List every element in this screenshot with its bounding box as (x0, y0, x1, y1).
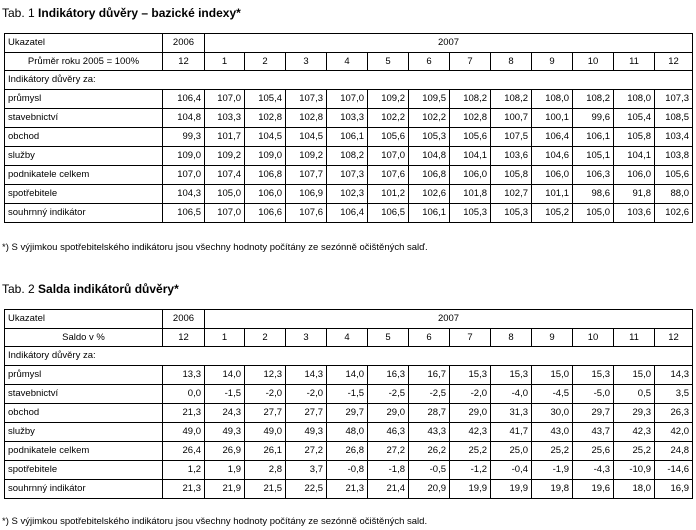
month-cell: 1 (205, 53, 245, 71)
value-cell: 102,2 (409, 109, 450, 128)
value-cell: 104,6 (532, 147, 573, 166)
month-cell: 5 (368, 329, 409, 347)
value-cell: 3,7 (286, 461, 327, 480)
value-cell: 49,0 (163, 423, 205, 442)
value-cell: 102,6 (655, 204, 693, 223)
value-cell: 42,0 (655, 423, 693, 442)
value-cell: 25,2 (614, 442, 655, 461)
value-cell: 106,0 (245, 185, 286, 204)
value-cell: 104,8 (409, 147, 450, 166)
value-cell: 26,8 (327, 442, 368, 461)
table1 (4, 33, 693, 223)
value-cell: 104,1 (614, 147, 655, 166)
table-row (5, 90, 693, 109)
value-cell: 105,8 (491, 166, 532, 185)
value-cell: 105,1 (573, 147, 614, 166)
value-cell: 14,3 (655, 366, 693, 385)
value-cell: 103,3 (205, 109, 245, 128)
header-label-cell: Ukazatel (5, 34, 163, 53)
value-cell: 3,5 (655, 385, 693, 404)
value-cell: 104,1 (450, 147, 491, 166)
value-cell: 27,7 (286, 404, 327, 423)
value-cell: 106,5 (163, 204, 205, 223)
row-label-cell: stavebnictví (5, 109, 163, 128)
section-label-cell: Indikátory důvěry za: (5, 71, 693, 90)
value-cell: 107,0 (163, 166, 205, 185)
month-cell: 8 (491, 329, 532, 347)
value-cell: 106,6 (245, 204, 286, 223)
header-row-months (5, 329, 693, 347)
value-cell: 106,1 (409, 204, 450, 223)
value-cell: 29,7 (573, 404, 614, 423)
section-row (5, 71, 693, 90)
value-cell: 108,2 (573, 90, 614, 109)
value-cell: 19,9 (491, 480, 532, 499)
month-cell: 12 (163, 53, 205, 71)
value-cell: 105,3 (450, 204, 491, 223)
value-cell: 107,6 (368, 166, 409, 185)
value-cell: 20,9 (409, 480, 450, 499)
value-cell: 101,7 (205, 128, 245, 147)
value-cell: 109,2 (368, 90, 409, 109)
table2 (4, 309, 693, 499)
value-cell: -14,6 (655, 461, 693, 480)
value-cell: -0,4 (491, 461, 532, 480)
value-cell: 103,3 (327, 109, 368, 128)
value-cell: 16,7 (409, 366, 450, 385)
value-cell: 106,0 (450, 166, 491, 185)
value-cell: 46,3 (368, 423, 409, 442)
value-cell: 105,0 (205, 185, 245, 204)
value-cell: 19,9 (450, 480, 491, 499)
month-cell: 7 (450, 329, 491, 347)
value-cell: 102,8 (245, 109, 286, 128)
month-cell: 6 (409, 329, 450, 347)
value-cell: -1,9 (532, 461, 573, 480)
value-cell: 49,0 (245, 423, 286, 442)
value-cell: 43,3 (409, 423, 450, 442)
value-cell: 98,6 (573, 185, 614, 204)
table2-caption (2, 282, 179, 296)
header-sub-label-cell: Průměr roku 2005 = 100% (5, 53, 163, 71)
header-sub-label-cell: Saldo v % (5, 329, 163, 347)
value-cell: 18,0 (614, 480, 655, 499)
value-cell: 102,7 (491, 185, 532, 204)
value-cell: 105,3 (409, 128, 450, 147)
value-cell: 100,1 (532, 109, 573, 128)
value-cell: 103,8 (655, 147, 693, 166)
table-row (5, 461, 693, 480)
header-row-years (5, 34, 693, 53)
row-label-cell: služby (5, 423, 163, 442)
value-cell: 27,2 (286, 442, 327, 461)
value-cell: 106,1 (327, 128, 368, 147)
table2-caption-title: Salda indikátorů důvěry* (38, 282, 179, 296)
value-cell: 19,8 (532, 480, 573, 499)
month-cell: 10 (573, 53, 614, 71)
table-row (5, 480, 693, 499)
table-row (5, 442, 693, 461)
value-cell: 0,5 (614, 385, 655, 404)
month-cell: 12 (163, 329, 205, 347)
table-row (5, 166, 693, 185)
month-cell: 8 (491, 53, 532, 71)
value-cell: 21,4 (368, 480, 409, 499)
value-cell: 108,2 (327, 147, 368, 166)
value-cell: 25,0 (491, 442, 532, 461)
value-cell: 101,1 (532, 185, 573, 204)
value-cell: 107,3 (655, 90, 693, 109)
value-cell: 103,6 (491, 147, 532, 166)
row-label-cell: spotřebitele (5, 185, 163, 204)
value-cell: 14,0 (327, 366, 368, 385)
value-cell: 2,8 (245, 461, 286, 480)
row-label-cell: průmysl (5, 366, 163, 385)
value-cell: 25,6 (573, 442, 614, 461)
value-cell: 21,9 (205, 480, 245, 499)
year-prev-cell: 2006 (163, 34, 205, 53)
row-label-cell: souhrnný indikátor (5, 204, 163, 223)
header-row-months (5, 53, 693, 71)
value-cell: 105,4 (614, 109, 655, 128)
month-cell: 7 (450, 53, 491, 71)
value-cell: 109,0 (245, 147, 286, 166)
value-cell: 106,5 (368, 204, 409, 223)
value-cell: 24,3 (205, 404, 245, 423)
value-cell: -2,5 (368, 385, 409, 404)
value-cell: 29,3 (614, 404, 655, 423)
value-cell: 26,1 (245, 442, 286, 461)
value-cell: 106,8 (245, 166, 286, 185)
row-label-cell: podnikatele celkem (5, 166, 163, 185)
value-cell: 31,3 (491, 404, 532, 423)
value-cell: -4,3 (573, 461, 614, 480)
value-cell: 109,5 (409, 90, 450, 109)
year-curr-cell: 2007 (205, 34, 693, 53)
value-cell: 108,0 (614, 90, 655, 109)
value-cell: 106,4 (532, 128, 573, 147)
value-cell: 108,5 (655, 109, 693, 128)
value-cell: -0,8 (327, 461, 368, 480)
value-cell: 103,6 (614, 204, 655, 223)
value-cell: -4,5 (532, 385, 573, 404)
month-cell: 10 (573, 329, 614, 347)
month-cell: 9 (532, 329, 573, 347)
value-cell: 25,2 (532, 442, 573, 461)
table2-body (5, 310, 693, 499)
value-cell: 107,3 (286, 90, 327, 109)
month-cell: 3 (286, 53, 327, 71)
value-cell: 0,0 (163, 385, 205, 404)
value-cell: 21,3 (163, 404, 205, 423)
value-cell: 107,5 (491, 128, 532, 147)
value-cell: 104,5 (286, 128, 327, 147)
month-cell: 4 (327, 53, 368, 71)
value-cell: 91,8 (614, 185, 655, 204)
value-cell: -1,5 (205, 385, 245, 404)
table-row (5, 385, 693, 404)
value-cell: 15,0 (532, 366, 573, 385)
table1-caption-prefix: Tab. 1 (2, 6, 39, 20)
year-curr-cell: 2007 (205, 310, 693, 329)
table-row (5, 109, 693, 128)
month-cell: 3 (286, 329, 327, 347)
value-cell: 109,2 (286, 147, 327, 166)
value-cell: -2,0 (286, 385, 327, 404)
value-cell: -2,0 (245, 385, 286, 404)
value-cell: 49,3 (286, 423, 327, 442)
value-cell: 29,7 (327, 404, 368, 423)
value-cell: 42,3 (450, 423, 491, 442)
value-cell: 105,6 (368, 128, 409, 147)
table1-body (5, 34, 693, 223)
value-cell: 42,3 (614, 423, 655, 442)
value-cell: 107,0 (205, 90, 245, 109)
value-cell: 43,7 (573, 423, 614, 442)
value-cell: 107,0 (205, 204, 245, 223)
table-row (5, 128, 693, 147)
value-cell: 15,3 (491, 366, 532, 385)
value-cell: -0,5 (409, 461, 450, 480)
value-cell: 25,2 (450, 442, 491, 461)
month-cell: 4 (327, 329, 368, 347)
value-cell: 107,4 (205, 166, 245, 185)
header-label-cell: Ukazatel (5, 310, 163, 329)
value-cell: 13,3 (163, 366, 205, 385)
value-cell: 26,4 (163, 442, 205, 461)
value-cell: -2,5 (409, 385, 450, 404)
value-cell: 107,0 (327, 90, 368, 109)
month-cell: 12 (655, 53, 693, 71)
value-cell: 100,7 (491, 109, 532, 128)
value-cell: 99,3 (163, 128, 205, 147)
month-cell: 11 (614, 329, 655, 347)
value-cell: 106,8 (409, 166, 450, 185)
value-cell: 103,4 (655, 128, 693, 147)
table2-footnote: *) S výjimkou spotřebitelského indikátoru jsou všechny hodnoty počítány ze sezónně očištěných sald. (2, 516, 428, 527)
value-cell: 49,3 (205, 423, 245, 442)
month-cell: 9 (532, 53, 573, 71)
table2-caption-prefix: Tab. 2 (2, 282, 39, 296)
year-prev-cell: 2006 (163, 310, 205, 329)
value-cell: 26,9 (205, 442, 245, 461)
value-cell: -5,0 (573, 385, 614, 404)
value-cell: 106,0 (614, 166, 655, 185)
row-label-cell: obchod (5, 404, 163, 423)
value-cell: 22,5 (286, 480, 327, 499)
value-cell: 105,4 (245, 90, 286, 109)
value-cell: 14,3 (286, 366, 327, 385)
value-cell: 41,7 (491, 423, 532, 442)
value-cell: -1,2 (450, 461, 491, 480)
value-cell: 16,3 (368, 366, 409, 385)
value-cell: 27,7 (245, 404, 286, 423)
value-cell: 109,2 (205, 147, 245, 166)
value-cell: 15,3 (450, 366, 491, 385)
table1-caption-title: Indikátory důvěry – bazické indexy* (38, 6, 241, 20)
value-cell: -1,5 (327, 385, 368, 404)
value-cell: 106,3 (573, 166, 614, 185)
row-label-cell: služby (5, 147, 163, 166)
table-row (5, 185, 693, 204)
table-row (5, 423, 693, 442)
value-cell: 19,6 (573, 480, 614, 499)
value-cell: 43,0 (532, 423, 573, 442)
month-cell: 11 (614, 53, 655, 71)
value-cell: 21,3 (327, 480, 368, 499)
value-cell: 108,0 (532, 90, 573, 109)
table1-footnote: *) S výjimkou spotřebitelského indikátoru jsou všechny hodnoty počítány ze sezónně očištěných salď. (2, 242, 428, 253)
value-cell: -2,0 (450, 385, 491, 404)
month-cell: 12 (655, 329, 693, 347)
value-cell: 107,6 (286, 204, 327, 223)
value-cell: 101,8 (450, 185, 491, 204)
value-cell: 106,4 (327, 204, 368, 223)
value-cell: 104,5 (245, 128, 286, 147)
value-cell: 106,4 (163, 90, 205, 109)
value-cell: 1,2 (163, 461, 205, 480)
value-cell: 15,3 (573, 366, 614, 385)
value-cell: 26,2 (409, 442, 450, 461)
row-label-cell: spotřebitele (5, 461, 163, 480)
value-cell: 14,0 (205, 366, 245, 385)
value-cell: 24,8 (655, 442, 693, 461)
value-cell: 88,0 (655, 185, 693, 204)
value-cell: 28,7 (409, 404, 450, 423)
value-cell: 101,2 (368, 185, 409, 204)
section-row (5, 347, 693, 366)
value-cell: 105,6 (655, 166, 693, 185)
value-cell: 105,6 (450, 128, 491, 147)
month-cell: 6 (409, 53, 450, 71)
value-cell: 107,3 (327, 166, 368, 185)
value-cell: 12,3 (245, 366, 286, 385)
value-cell: 99,6 (573, 109, 614, 128)
value-cell: -1,8 (368, 461, 409, 480)
value-cell: -10,9 (614, 461, 655, 480)
row-label-cell: souhrnný indikátor (5, 480, 163, 499)
value-cell: 29,0 (450, 404, 491, 423)
value-cell: 27,2 (368, 442, 409, 461)
row-label-cell: obchod (5, 128, 163, 147)
row-label-cell: průmysl (5, 90, 163, 109)
value-cell: 107,0 (368, 147, 409, 166)
month-cell: 2 (245, 53, 286, 71)
value-cell: 15,0 (614, 366, 655, 385)
value-cell: 102,8 (450, 109, 491, 128)
value-cell: 21,3 (163, 480, 205, 499)
value-cell: 104,8 (163, 109, 205, 128)
table-row (5, 366, 693, 385)
value-cell: 106,9 (286, 185, 327, 204)
value-cell: 108,2 (450, 90, 491, 109)
value-cell: 102,8 (286, 109, 327, 128)
value-cell: 102,2 (368, 109, 409, 128)
value-cell: 108,2 (491, 90, 532, 109)
value-cell: 102,6 (409, 185, 450, 204)
value-cell: 107,7 (286, 166, 327, 185)
table-row (5, 147, 693, 166)
value-cell: -4,0 (491, 385, 532, 404)
value-cell: 105,0 (573, 204, 614, 223)
table1-caption (2, 6, 241, 20)
table-row (5, 404, 693, 423)
month-cell: 1 (205, 329, 245, 347)
value-cell: 16,9 (655, 480, 693, 499)
value-cell: 105,2 (532, 204, 573, 223)
value-cell: 26,3 (655, 404, 693, 423)
row-label-cell: stavebnictví (5, 385, 163, 404)
value-cell: 109,0 (163, 147, 205, 166)
value-cell: 1,9 (205, 461, 245, 480)
value-cell: 106,1 (573, 128, 614, 147)
section-label-cell: Indikátory důvěry za: (5, 347, 693, 366)
header-row-years (5, 310, 693, 329)
month-cell: 5 (368, 53, 409, 71)
value-cell: 104,3 (163, 185, 205, 204)
value-cell: 105,3 (491, 204, 532, 223)
value-cell: 29,0 (368, 404, 409, 423)
value-cell: 48,0 (327, 423, 368, 442)
value-cell: 21,5 (245, 480, 286, 499)
table-row (5, 204, 693, 223)
value-cell: 30,0 (532, 404, 573, 423)
value-cell: 106,0 (532, 166, 573, 185)
value-cell: 105,8 (614, 128, 655, 147)
row-label-cell: podnikatele celkem (5, 442, 163, 461)
value-cell: 102,3 (327, 185, 368, 204)
month-cell: 2 (245, 329, 286, 347)
